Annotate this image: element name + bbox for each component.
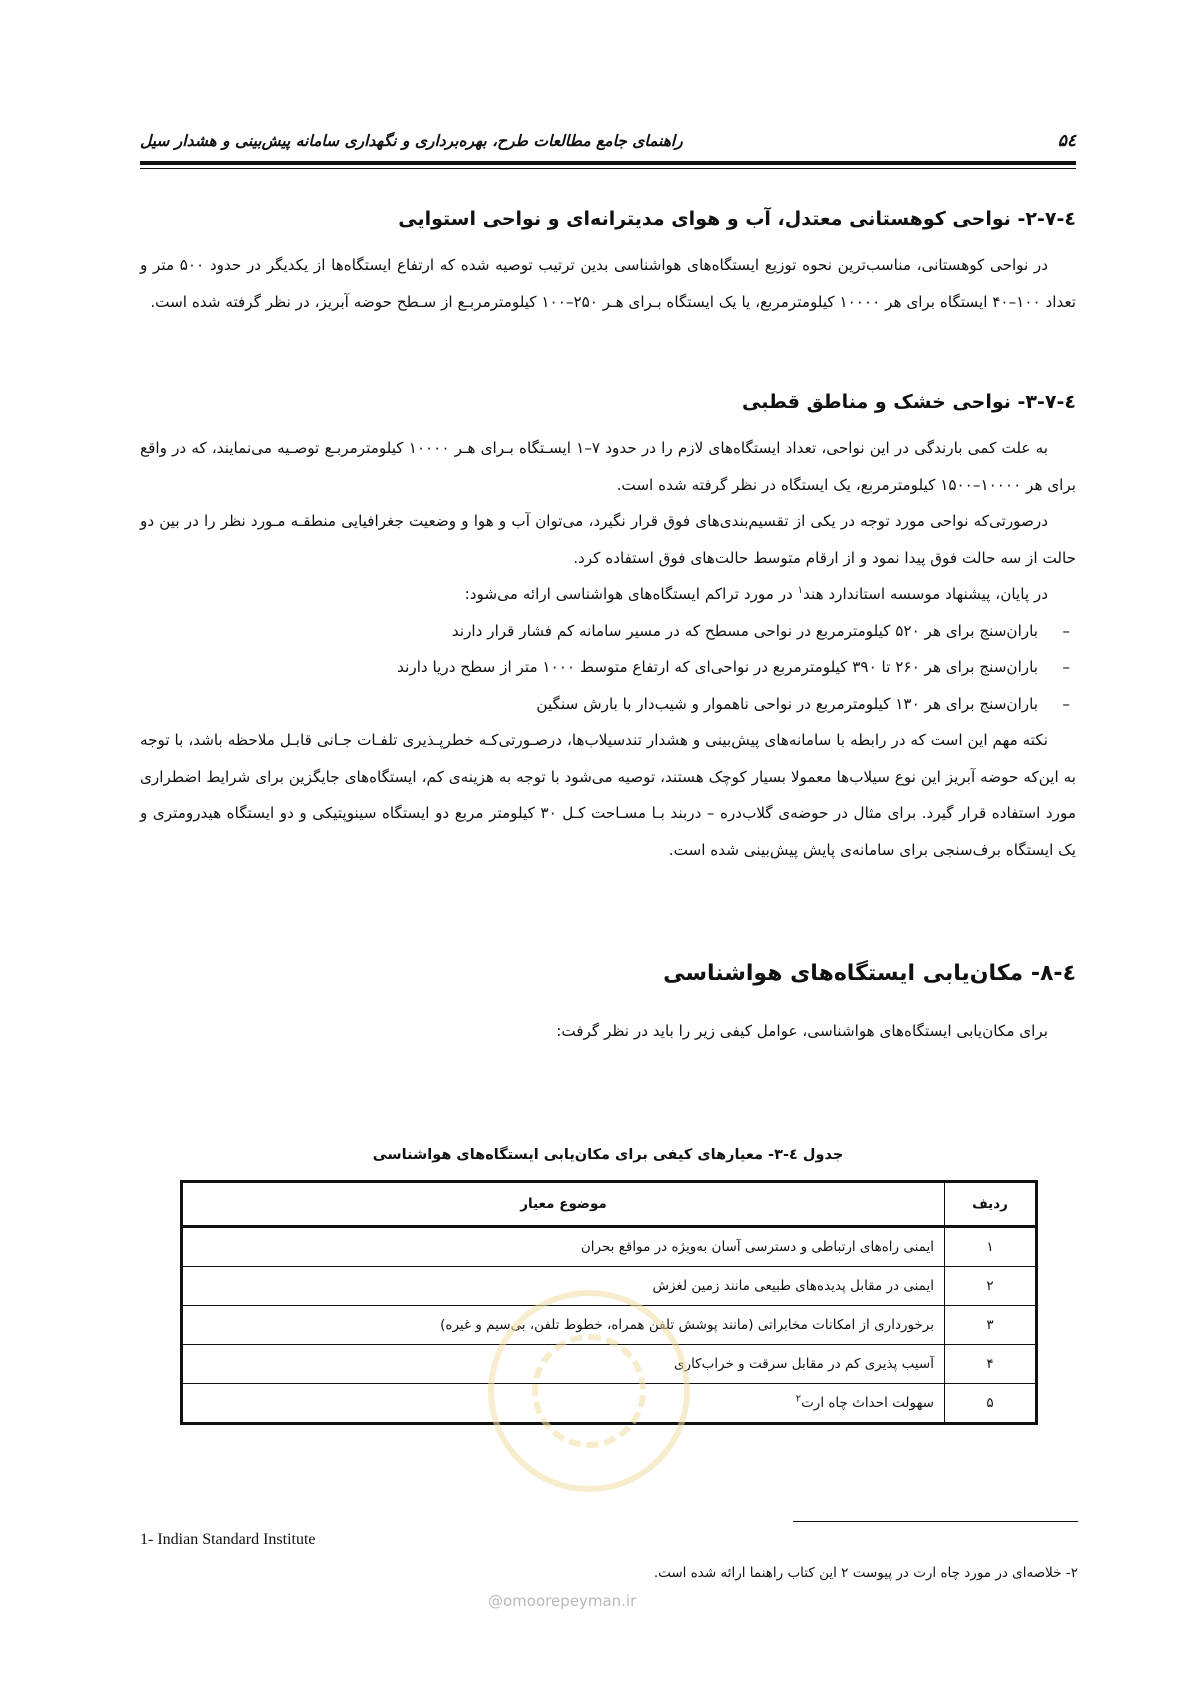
row-number: ١ (945, 1227, 1037, 1267)
criterion-cell: برخورداری از امکانات مخابراتی (مانند پوشش تلفن همراه، خطوط تلفن، بی‌سیم و غیره) (182, 1306, 945, 1345)
table-caption: جدول ٤-٣- معیارهای کیفی برای مکان‌یابی ایستگاه‌های هواشناسی (372, 1147, 844, 1163)
paragraph: در نواحی کوهستانی، مناسب‌ترین نحوه توزیع ایستگاه‌های هواشناسی بدین ترتیب توصیه شده که ارتفاع ایستگاه‌ها از یکدیگر در حدود ۵۰۰ متر و تعداد ۱۰۰–۴۰ ایستگاه برای هر ۱۰۰۰۰ کیلومترمربع، یا یک ایستگاه بـرای هـر ۲۵۰–۱۰۰ کیلومترمربـع از سـطح حوضه آبریز، در نظر گرفته شده است. (140, 256, 1076, 311)
table-row (182, 1227, 1037, 1267)
paragraph: به علت کمی بارندگی در این نواحی، تعداد ایستگاه‌های لازم را در حدود ٧–١ ایسـتگاه بـرای هـر ١٠٠٠٠ کیلومترمربـع توصـیه می‌نمایند، که در واقع برای هر ١٠٠٠٠–١۵٠٠ کیلومترمربع، یک ایستگاه در نظر گرفته شده است. (140, 439, 1076, 494)
running-header (140, 127, 1076, 157)
section-heading-4-7-2: ٤-٧-٢- نواحی کوهستانی معتدل، آب و هوای مدیترانه‌ای و نواحی استوایی (398, 208, 1076, 230)
footnote-reference: ١ (797, 584, 804, 596)
paragraph: برای مکان‌یابی ایستگاه‌های هواشناسی، عوامل کیفی زیر را باید در نظر گرفت: (556, 1022, 1048, 1040)
paragraph-text: در مورد تراکم ایستگاه‌های هواشناسی ارائه می‌شود: (464, 585, 798, 603)
section-heading-4-8: ٤-٨- مکان‌یابی ایستگاه‌های هواشناسی (663, 961, 1076, 986)
page-number: ۵٤ (1057, 131, 1076, 151)
list-item (140, 613, 1076, 650)
footnote-reference: ٢ (795, 1393, 802, 1405)
column-header-row: ردیف (945, 1182, 1037, 1227)
footnote-1: 1- Indian Standard Institute (140, 1531, 316, 1548)
footnote-2: ٢- خلاصه‌ای در مورد چاه ارت در پیوست ٢ این کتاب راهنما ارائه شده است. (653, 1565, 1078, 1581)
column-header-criterion: موضوع معیار (182, 1182, 945, 1227)
criterion-cell: ایمنی در مقابل پدیده‌های طبیعی مانند زمین لغزش (182, 1267, 945, 1306)
bullet-dash: – (1062, 658, 1070, 676)
section-4-7-2-body (140, 247, 1076, 320)
paragraph (140, 576, 1076, 613)
criterion-cell: آسیب پذیری کم در مقابل سرقت و خراب‌کاری (182, 1345, 945, 1384)
list-item-text: باران‌سنج برای هر ١٣٠ کیلومترمربع در نواحی ناهموار و شیب‌دار با بارش سنگین (536, 694, 1038, 713)
seal-logo-icon (488, 1290, 690, 1492)
section-4-7-3-body (140, 430, 1076, 868)
row-number: ۴ (945, 1345, 1037, 1384)
paragraph: درصورتی‌که نواحی مورد توجه در یکی از تقسیم‌بندی‌های فوق قرار نگیرد، می‌توان آب و هوا و وضعیت جغرافیایی منطقـه مـورد نظر را در بین دو حالت از سه حالت فوق پیدا نمود و از ارقام متوسط حالت‌های فوق استفاده کرد. (140, 512, 1076, 567)
header-rule-thin (140, 168, 1076, 169)
footnote-rule (793, 1521, 1078, 1522)
row-number: ٢ (945, 1267, 1037, 1306)
list-item-text: باران‌سنج برای هر ٢۶٠ تا ٣٩٠ کیلومترمربع در نواحی‌ای که ارتفاع متوسط ١٠٠٠ متر از سطح دریا دارند (397, 658, 1038, 676)
table-header-row (182, 1182, 1037, 1227)
paragraph: نکته مهم این است که در رابطه با سامانه‌های پیش‌بینی و هشدار تندسیلاب‌ها، درصـورتی‌کـه خطرپـذیری تلفـات جـانی قابـل ملاحظه باشد، با توجه به این‌که حوضه آبریز این نوع سیلاب‌ها معمولا بسیار کوچک هستند، توصیه می‌شود با توجه به هزینه‌ی کم، ایستگاه‌های جایگزین برای شرایط اضطراری مورد استفاده قرار گیرد. برای مثال در حوضه‌ی گلاب‌دره – دربند بـا مسـاحت کـل ٣٠ کیلومتر مربع دو ایستگاه سینوپتیکی و دو ایستگاه هیدرومتری و یک ایستگاه برف‌سنجی برای سامانه‌ی پایش پیش‌بینی شده است. (140, 731, 1076, 859)
list-item (140, 649, 1076, 686)
bullet-dash: – (1062, 621, 1070, 640)
list-item (140, 686, 1076, 723)
paragraph-text: در پایان، پیشنهاد موسسه استاندارد هند (803, 585, 1048, 603)
row-number: ٣ (945, 1306, 1037, 1345)
header-rule (140, 161, 1076, 165)
running-title: راهنمای جامع مطالعات طرح، بهره‌برداری و نگهداری سامانه پیش‌بینی و هشدار سیل (140, 132, 683, 150)
list-item-text: باران‌سنج برای هر ۵٢٠ کیلومترمربع در نواحی مسطح که در مسیر سامانه کم فشار قرار دارند (451, 621, 1038, 640)
bullet-list (140, 613, 1076, 723)
watermark-url: @omoorepeyman.ir (488, 1592, 637, 1610)
bullet-dash: – (1062, 694, 1070, 713)
section-4-8-body (140, 1013, 1076, 1050)
row-number: ۵ (945, 1384, 1037, 1424)
section-heading-4-7-3: ٤-٧-٣- نواحی خشک و مناطق قطبی (742, 391, 1076, 413)
criterion-text: سهولت احداث چاه ارت (801, 1395, 934, 1411)
criterion-cell: ایمنی راه‌های ارتباطی و دسترسی آسان به‌ویژه در مواقع بحران (182, 1227, 945, 1267)
